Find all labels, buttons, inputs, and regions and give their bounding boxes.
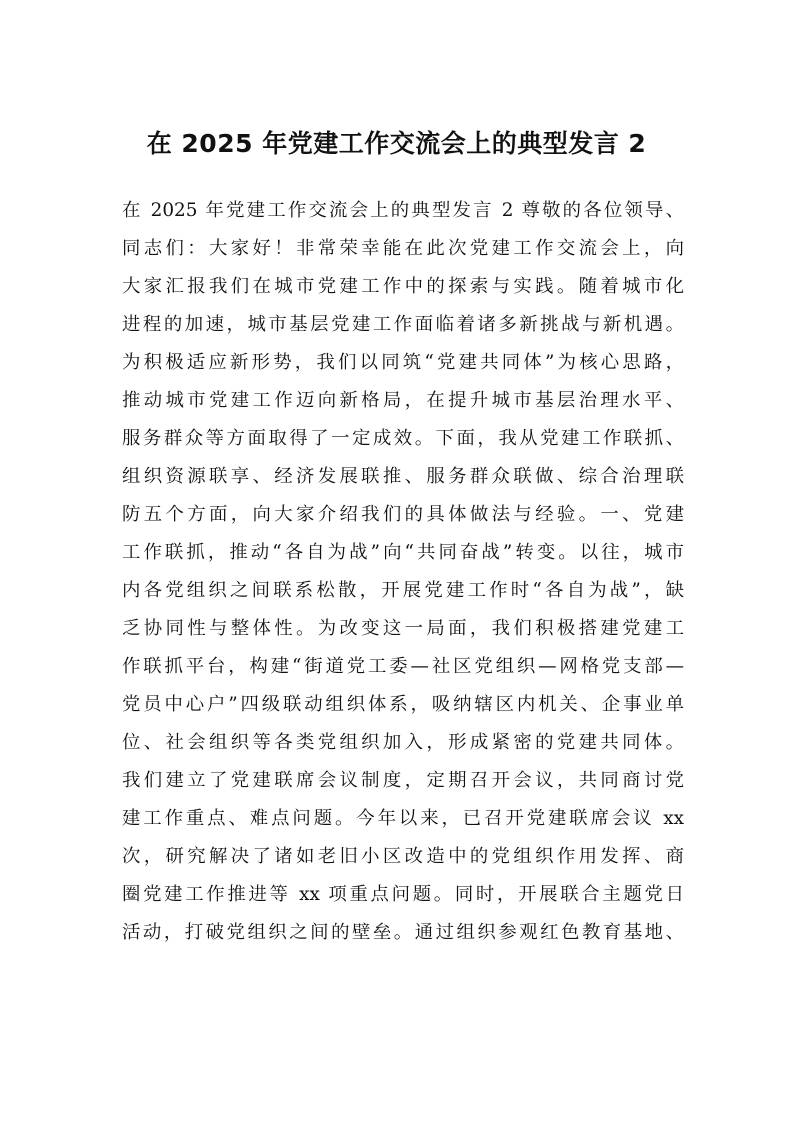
body-line: 我们建立了党建联席会议制度，定期召开会议，共同商讨党 [122,770,684,791]
body-line: 内各党组织之间联系松散，开展党建工作时“各自为战”，缺 [122,580,684,601]
body-line: 服务群众等方面取得了一定成效。下面，我从党建工作联抓、 [122,428,684,449]
body-line: 圈党建工作推进等 xx 项重点问题。同时，开展联合主题党日 [122,884,684,905]
body-line: 建工作重点、难点问题。今年以来，已召开党建联席会议 xx [122,808,684,829]
body-line: 进程的加速，城市基层党建工作面临着诸多新挑战与新机遇。 [122,314,684,335]
body-line: 防五个方面，向大家介绍我们的具体做法与经验。一、党建 [122,504,684,525]
body-line: 为积极适应新形势，我们以同筑“党建共同体”为核心思路， [122,352,684,373]
document-title: 在 2025 年党建工作交流会上的典型发言 2 [146,129,647,158]
body-line: 组织资源联享、经济发展联推、服务群众联做、综合治理联 [122,466,684,487]
document-body [122,192,684,952]
body-line: 大家汇报我们在城市党建工作中的探索与实践。随着城市化 [122,276,684,297]
body-line: 推动城市党建工作迈向新格局，在提升城市基层治理水平、 [122,390,684,411]
body-line: 次，研究解决了诸如老旧小区改造中的党组织作用发挥、商 [122,846,684,867]
body-line: 在 2025 年党建工作交流会上的典型发言 2 尊敬的各位领导、 [122,200,684,221]
body-line: 工作联抓，推动“各自为战”向“共同奋战”转变。以往，城市 [122,542,684,563]
body-line: 乏协同性与整体性。为改变这一局面，我们积极搭建党建工 [122,618,684,639]
body-line: 同志们：大家好！非常荣幸能在此次党建工作交流会上，向 [122,238,684,259]
body-line: 位、社会组织等各类党组织加入，形成紧密的党建共同体。 [122,732,684,753]
body-line: 党员中心户”四级联动组织体系，吸纳辖区内机关、企事业单 [122,694,684,715]
body-line: 作联抓平台，构建“街道党工委—社区党组织—网格党支部— [122,656,684,677]
body-line: 活动，打破党组织之间的壁垒。通过组织参观红色教育基地、 [122,922,684,943]
